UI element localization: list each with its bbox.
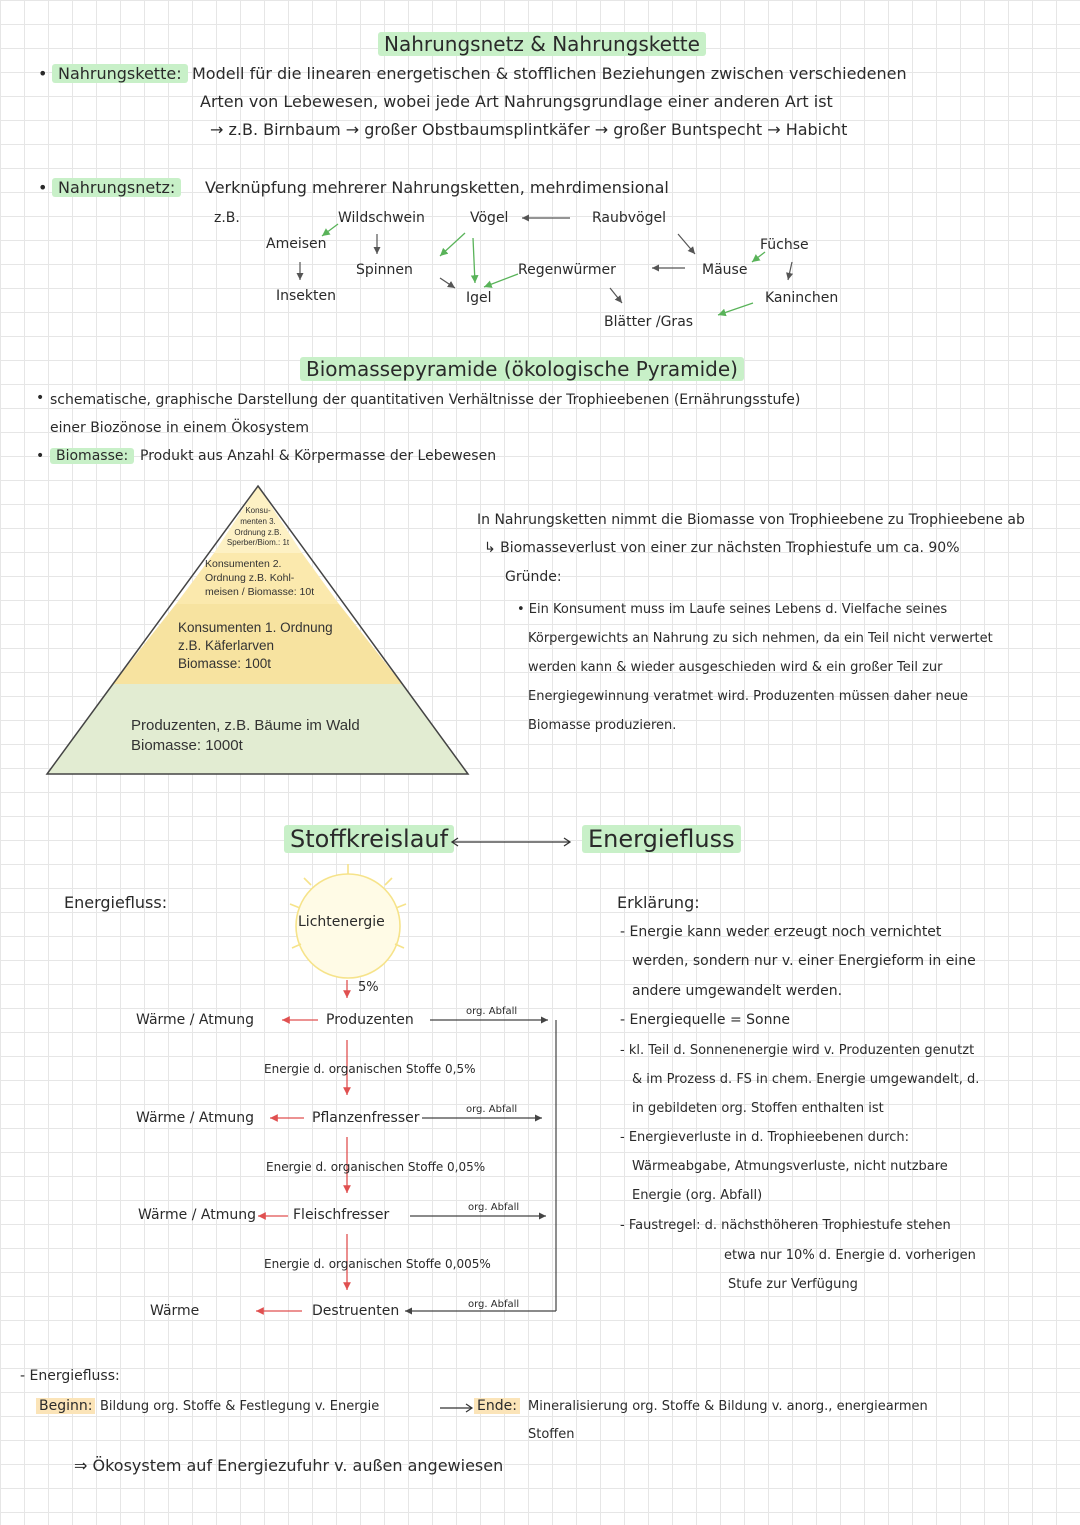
beginn-text: Bildung org. Stoffe & Festlegung v. Energie	[100, 1399, 380, 1414]
erklaerung-line: Energie (org. Abfall)	[632, 1188, 763, 1203]
abfall-2: org. Abfall	[466, 1104, 518, 1115]
produzenten: Produzenten	[326, 1012, 414, 1028]
bullet-dot: •	[36, 390, 45, 406]
pyramide-text-1: In Nahrungsketten nimmt die Biomasse von Trophieebene zu Trophieebene ab	[477, 512, 1025, 528]
ende-text-2: Stoffen	[528, 1427, 575, 1442]
erklaerung-line: - Energieverluste in d. Trophieebenen durch:	[620, 1130, 909, 1145]
erklaerung-line: Wärmeabgabe, Atmungsverluste, nicht nutzbare	[632, 1159, 948, 1174]
waerme-atmung-2: Wärme / Atmung	[136, 1110, 254, 1126]
erklaerung-line: andere umgewandelt werden.	[632, 983, 843, 999]
destruenten: Destruenten	[312, 1303, 400, 1319]
pyramid-label-k3: Konsu- menten 3. Ordnung z.B. Sperber/Biom.: 1t	[226, 506, 290, 548]
node-insekten: Insekten	[276, 288, 336, 304]
waerme-4: Wärme	[150, 1303, 200, 1319]
pyramide-def-line2: einer Biozönose in einem Ökosystem	[50, 420, 310, 436]
conclusion: ⇒ Ökosystem auf Energiezufuhr v. außen angewiesen	[74, 1456, 504, 1475]
netz-zb: z.B.	[214, 210, 240, 226]
node-igel: Igel	[466, 290, 492, 306]
pyramide-title: Biomassepyramide (ökologische Pyramide)	[300, 357, 744, 381]
percent-5: 5%	[358, 980, 379, 995]
erklaerung-line: & im Prozess d. FS in chem. Energie umgewandelt, d.	[632, 1072, 980, 1087]
pyramide-text-8: Biomasse produzieren.	[528, 718, 677, 733]
energiefluss-heading: Energiefluss	[582, 825, 741, 853]
abfall-1: org. Abfall	[466, 1006, 518, 1017]
biomasse-def: Produkt aus Anzahl & Körpermasse der Lebewesen	[140, 448, 497, 464]
pyramide-text-2: ↳ Biomasseverlust von einer zur nächsten Trophiestufe um ca. 90%	[484, 540, 960, 556]
energiefluss-label: Energiefluss:	[64, 893, 168, 912]
erklaerung-line: - kl. Teil d. Sonnenenergie wird v. Produzenten genutzt	[620, 1043, 975, 1058]
erklaerung-line: - Energie kann weder erzeugt noch vernichtet	[620, 924, 942, 940]
netz-term: Nahrungsnetz:	[52, 178, 181, 197]
node-regenwuermer: Regenwürmer	[518, 262, 616, 278]
energie-stufe-3: Energie d. organischen Stoffe 0,005%	[264, 1257, 491, 1271]
erklaerung-line: Stufe zur Verfügung	[728, 1277, 858, 1292]
kette-example: → z.B. Birnbaum → großer Obstbaumsplintkäfer → großer Buntspecht → Habicht	[210, 120, 848, 139]
bullet-dot: •	[38, 64, 48, 83]
ende-label: Ende:	[474, 1398, 520, 1414]
beginn-label: Beginn:	[36, 1398, 95, 1414]
node-fuechse: Füchse	[760, 237, 809, 253]
page-title: Nahrungsnetz & Nahrungskette	[378, 32, 706, 56]
pyramide-def-line1: schematische, graphische Darstellung der quantitativen Verhältnisse der Trophieebenen (Ernährungsstufe)	[50, 392, 801, 408]
node-kaninchen: Kaninchen	[765, 290, 839, 306]
abfall-4: org. Abfall	[468, 1299, 520, 1310]
node-raubvoegel: Raubvögel	[592, 210, 666, 226]
energie-stufe-1: Energie d. organischen Stoffe 0,5%	[264, 1062, 476, 1076]
pflanzenfresser: Pflanzenfresser	[312, 1110, 420, 1126]
bottom-term: - Energiefluss:	[20, 1368, 120, 1384]
kette-term: Nahrungskette:	[52, 64, 188, 83]
erklaerung-line: etwa nur 10% d. Energie d. vorherigen	[724, 1248, 976, 1263]
pyramide-text-3: Gründe:	[505, 569, 562, 585]
erklaerung-line: in gebildeten org. Stoffen enthalten ist	[632, 1101, 884, 1116]
erklaerung-line: werden, sondern nur v. einer Energieform in eine	[632, 953, 976, 969]
bullet-dot: •	[38, 178, 48, 197]
node-spinnen: Spinnen	[356, 262, 413, 278]
erklaerung-line: - Faustregel: d. nächsthöheren Trophiestufe stehen	[620, 1218, 951, 1233]
node-maeuse: Mäuse	[702, 262, 748, 278]
stoffkreislauf-heading: Stoffkreislauf	[284, 825, 454, 853]
pyramid-label-k2: Konsumenten 2. Ordnung z.B. Kohl- meisen / Biomasse: 10t	[205, 558, 315, 599]
fleischfresser: Fleischfresser	[293, 1207, 390, 1223]
kette-line1: Modell für die linearen energetischen & stofflichen Beziehungen zwischen verschiedenen	[192, 64, 907, 83]
pyramid-label-k1: Konsumenten 1. Ordnung z.B. Käferlarven Biomasse: 100t	[178, 620, 333, 672]
lichtenergie: Lichtenergie	[298, 914, 385, 930]
pyramide-text-6: werden kann & wieder ausgeschieden wird & ein großer Teil zur	[528, 660, 943, 675]
pyramide-text-4: • Ein Konsument muss im Laufe seines Lebens d. Vielfache seines	[517, 602, 948, 617]
pyramid-label-producers: Produzenten, z.B. Bäume im Wald Biomasse: 1000t	[131, 717, 360, 755]
kette-line2: Arten von Lebewesen, wobei jede Art Nahrungsgrundlage einer anderen Art ist	[200, 92, 833, 111]
biomasse-term: Biomasse:	[50, 448, 134, 464]
erklaerung-title: Erklärung:	[617, 893, 700, 912]
waerme-atmung-3: Wärme / Atmung	[138, 1207, 256, 1223]
abfall-3: org. Abfall	[468, 1202, 520, 1213]
node-wildschwein: Wildschwein	[338, 210, 425, 226]
pyramide-text-5: Körpergewichts an Nahrung zu sich nehmen, da ein Teil nicht verwertet	[528, 631, 993, 646]
netz-def: Verknüpfung mehrerer Nahrungsketten, mehrdimensional	[205, 178, 669, 197]
node-blaetter: Blätter /Gras	[604, 314, 694, 330]
node-ameisen: Ameisen	[266, 236, 327, 252]
erklaerung-line: - Energiequelle = Sonne	[620, 1012, 790, 1028]
energie-stufe-2: Energie d. organischen Stoffe 0,05%	[266, 1160, 486, 1174]
waerme-atmung-1: Wärme / Atmung	[136, 1012, 254, 1028]
node-voegel: Vögel	[470, 210, 509, 226]
pyramide-text-7: Energiegewinnung veratmet wird. Produzenten müssen daher neue	[528, 689, 969, 704]
bullet-dot: •	[36, 448, 45, 464]
ende-text: Mineralisierung org. Stoffe & Bildung v. anorg., energiearmen	[528, 1399, 928, 1414]
